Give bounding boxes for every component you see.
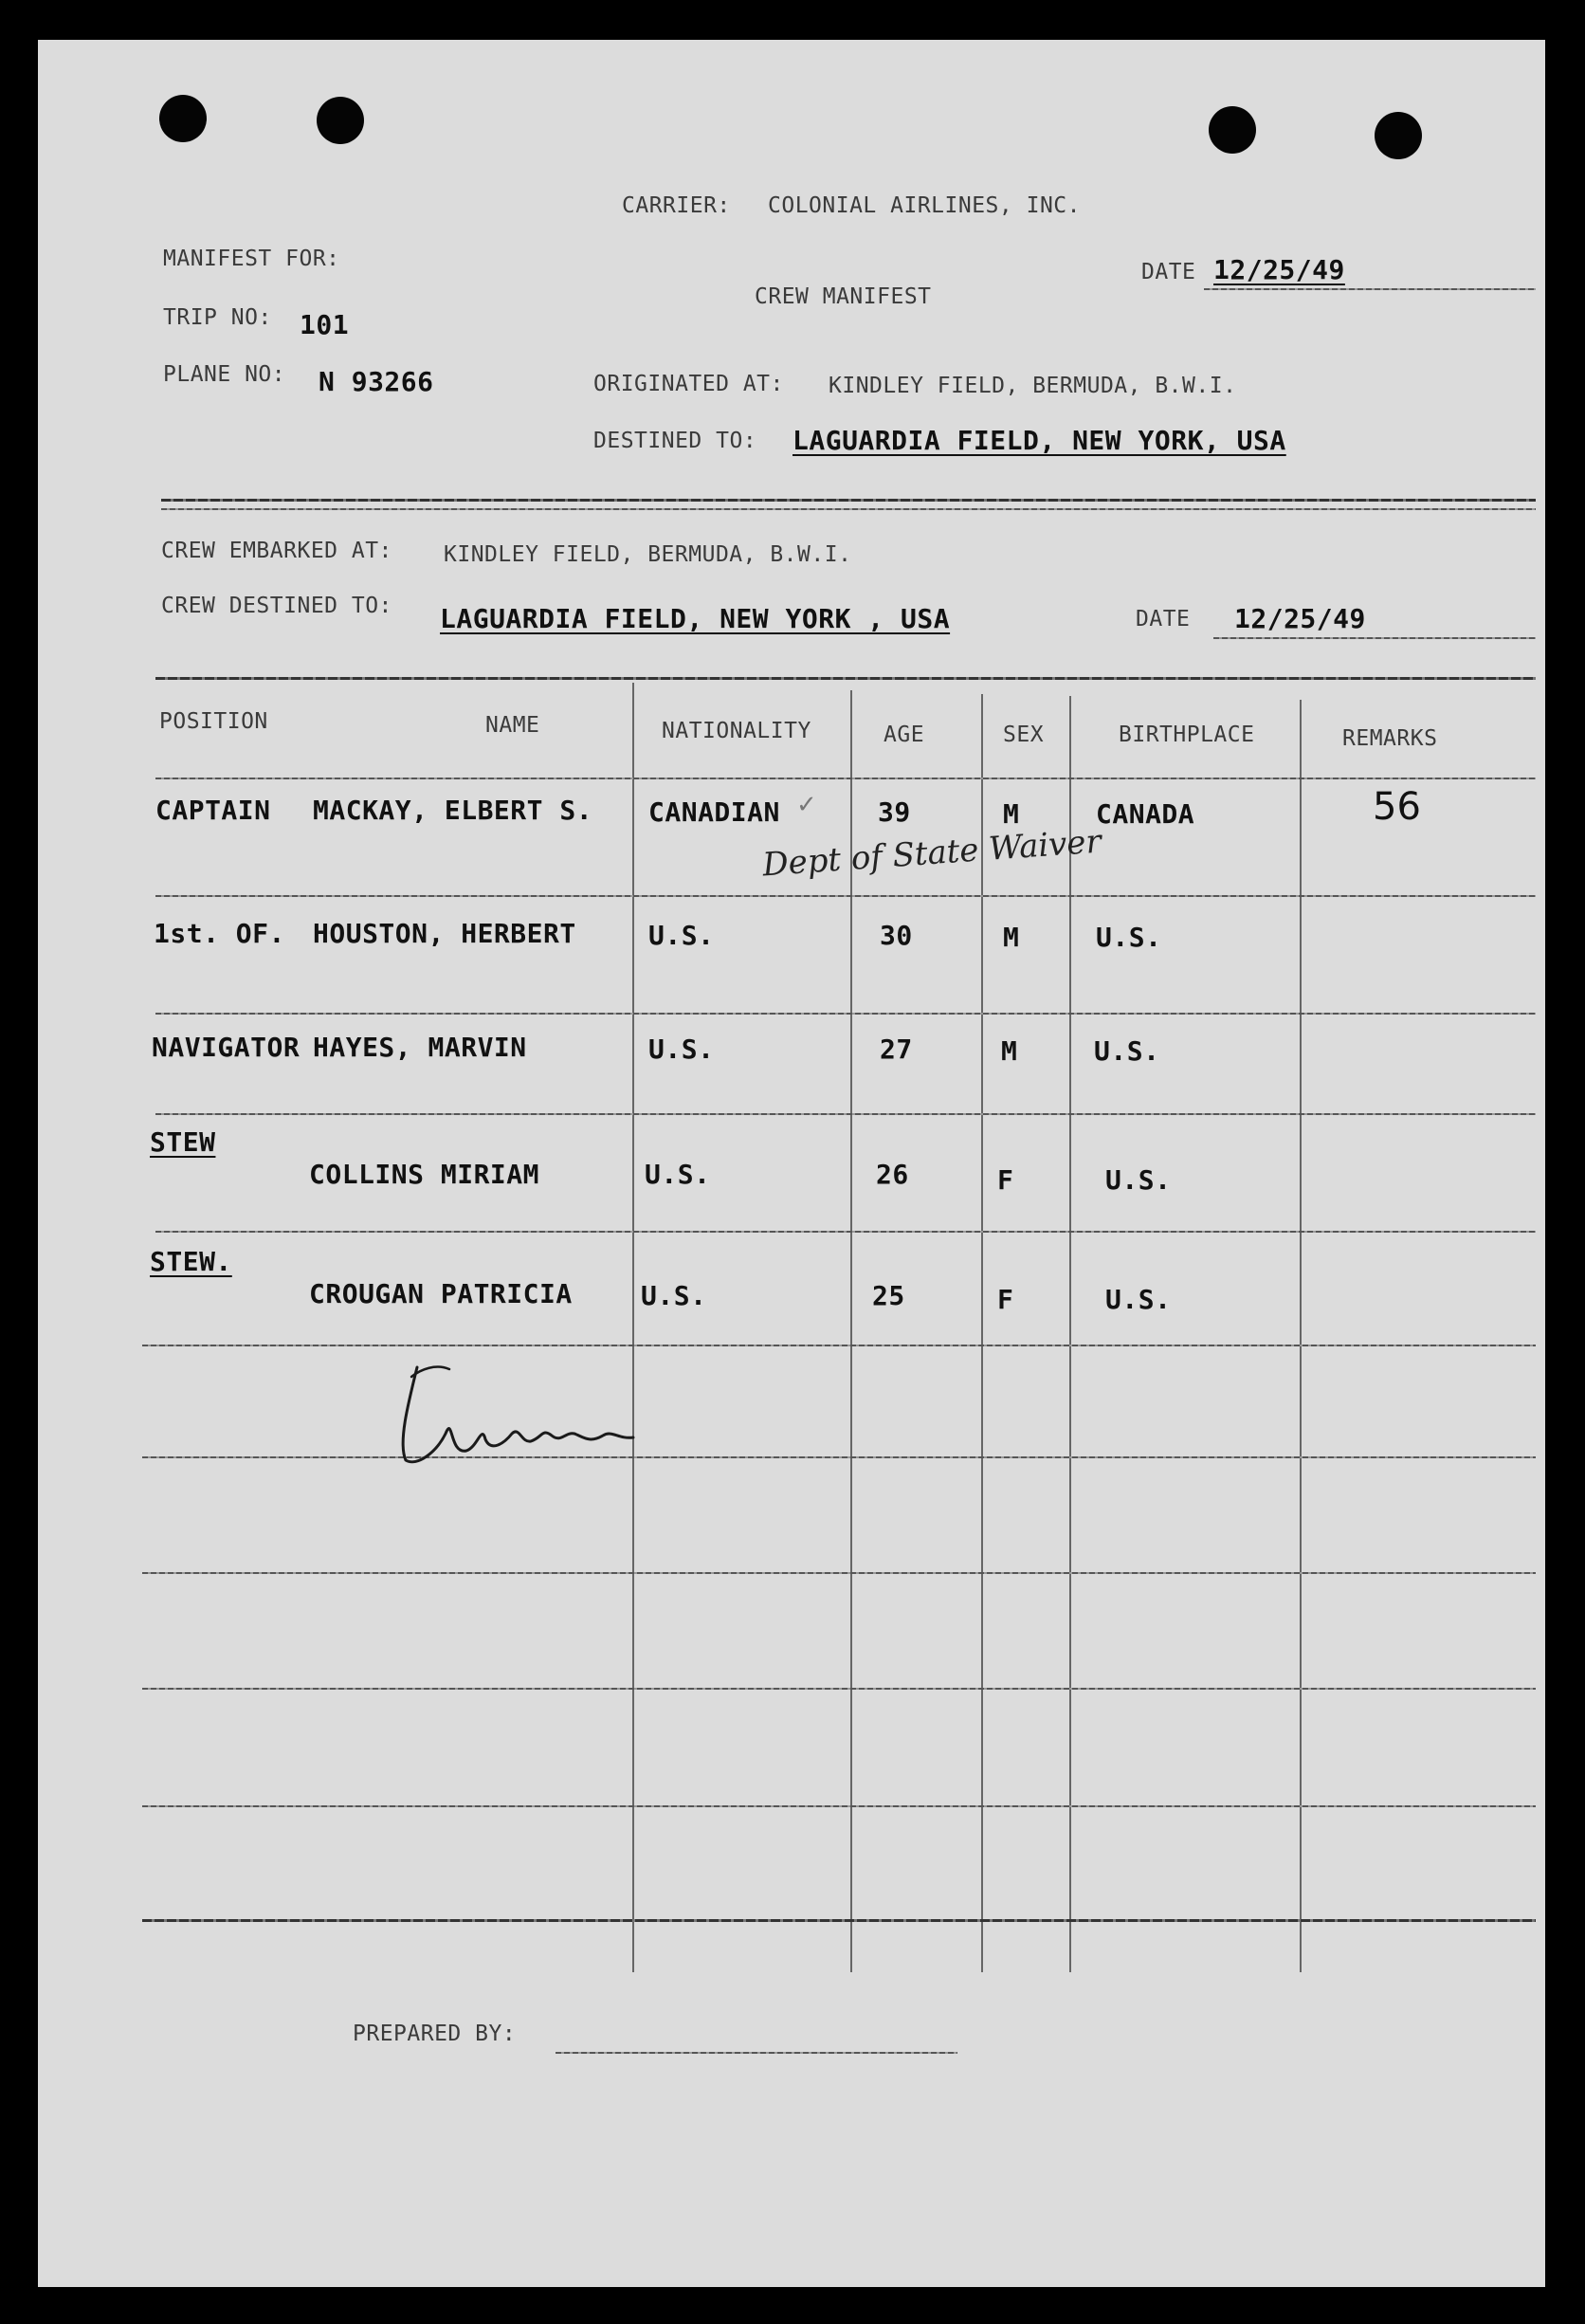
row-5-position: STEW. (150, 1246, 232, 1277)
originated-label: ORIGINATED AT: (593, 372, 784, 396)
row-2-sex: M (1003, 922, 1020, 953)
row-3-birthplace: U.S. (1094, 1035, 1160, 1067)
prepared-by-label: PREPARED BY: (353, 2022, 517, 2046)
row-1-position: CAPTAIN (155, 795, 271, 826)
col-header-nationality: NATIONALITY (662, 719, 811, 743)
crew-date-value: 12/25/49 (1234, 603, 1366, 634)
punch-hole (159, 95, 207, 142)
row-line (142, 1805, 1536, 1807)
col-divider (1300, 700, 1302, 1972)
row-1-sex: M (1003, 798, 1020, 830)
row-3-age: 27 (880, 1034, 913, 1065)
crew-date-line (1213, 637, 1536, 639)
row-line (142, 1688, 1536, 1690)
date-value: 12/25/49 (1213, 254, 1345, 285)
carrier-label: CARRIER: (622, 193, 731, 218)
col-header-birthplace: BIRTHPLACE (1119, 723, 1255, 747)
punch-hole (1375, 112, 1422, 159)
row-2-birthplace: U.S. (1096, 922, 1162, 953)
trip-value: 101 (300, 309, 350, 340)
row-line (155, 1231, 1536, 1233)
row-3-name: HAYES, MARVIN (313, 1032, 527, 1063)
punch-hole (1209, 106, 1256, 154)
row-line (155, 895, 1536, 897)
row-4-sex: F (997, 1164, 1014, 1196)
row-4-age: 26 (876, 1159, 909, 1190)
row-5-birthplace: U.S. (1105, 1284, 1172, 1315)
signature (379, 1348, 683, 1472)
row-3-nationality: U.S. (648, 1034, 715, 1065)
originated-value: KINDLEY FIELD, BERMUDA, B.W.I. (829, 374, 1237, 398)
trip-label: TRIP NO: (163, 305, 272, 330)
crew-embarked-label: CREW EMBARKED AT: (161, 539, 392, 563)
col-divider (1069, 696, 1071, 1972)
row-3-sex: M (1001, 1035, 1018, 1067)
row-5-sex: F (997, 1284, 1014, 1315)
row-5-age: 25 (872, 1280, 905, 1311)
row-line (155, 1013, 1536, 1015)
row-4-position: STEW (150, 1126, 216, 1158)
col-divider (981, 694, 983, 1972)
destined-value: LAGUARDIA FIELD, NEW YORK, USA (792, 425, 1286, 456)
crew-embarked-value: KINDLEY FIELD, BERMUDA, B.W.I. (444, 542, 852, 567)
plane-label: PLANE NO: (163, 362, 286, 387)
crew-date-label: DATE (1136, 607, 1191, 631)
row-4-name: COLLINS MIRIAM (309, 1159, 540, 1190)
col-header-remarks: REMARKS (1342, 726, 1438, 751)
col-header-position: POSITION (159, 709, 268, 734)
row-line (142, 1456, 1536, 1458)
row-1-birthplace: CANADA (1096, 798, 1195, 830)
row-2-age: 30 (880, 920, 913, 951)
row-1-remarks: 56 (1373, 785, 1421, 829)
row-4-birthplace: U.S. (1105, 1164, 1172, 1196)
punch-hole (317, 97, 364, 144)
row-line (142, 1345, 1536, 1346)
manifest-for-label: MANIFEST FOR: (163, 247, 340, 271)
row-5-name: CROUGAN PATRICIA (309, 1278, 573, 1309)
row-1-age: 39 (878, 796, 911, 828)
col-header-sex: SEX (1003, 723, 1045, 747)
date-label: DATE (1141, 260, 1196, 284)
row-1-nationality: CANADIAN (648, 796, 780, 828)
prepared-by-line (556, 2052, 957, 2054)
plane-value: N 93266 (319, 366, 434, 397)
header-divider (161, 499, 1536, 502)
col-header-age: AGE (884, 723, 925, 747)
table-bottom-line (142, 1919, 1536, 1922)
crew-destined-value: LAGUARDIA FIELD, NEW YORK , USA (440, 603, 951, 634)
handwritten-annotation: Dept of State Waiver (761, 822, 1102, 885)
row-4-nationality: U.S. (645, 1159, 711, 1190)
row-2-position: 1st. OF. (154, 918, 285, 949)
col-divider (632, 683, 634, 1972)
manifest-sheet (38, 40, 1545, 2287)
row-5-nationality: U.S. (641, 1280, 707, 1311)
document-title: CREW MANIFEST (755, 284, 932, 309)
date-line (1204, 288, 1536, 290)
header-divider-2 (161, 508, 1536, 510)
check-mark: ✓ (796, 791, 817, 819)
destined-label: DESTINED TO: (593, 429, 757, 453)
carrier-value: COLONIAL AIRLINES, INC. (768, 193, 1081, 218)
row-3-position: NAVIGATOR (152, 1032, 301, 1063)
crew-destined-label: CREW DESTINED TO: (161, 594, 392, 618)
table-top-line (155, 677, 1536, 680)
row-line (142, 1572, 1536, 1574)
row-line (155, 778, 1536, 779)
row-2-name: HOUSTON, HERBERT (313, 918, 576, 949)
row-2-nationality: U.S. (648, 920, 715, 951)
row-line (155, 1113, 1536, 1115)
row-1-name: MACKAY, ELBERT S. (313, 795, 593, 826)
col-divider (850, 690, 852, 1972)
col-header-name: NAME (485, 713, 540, 738)
